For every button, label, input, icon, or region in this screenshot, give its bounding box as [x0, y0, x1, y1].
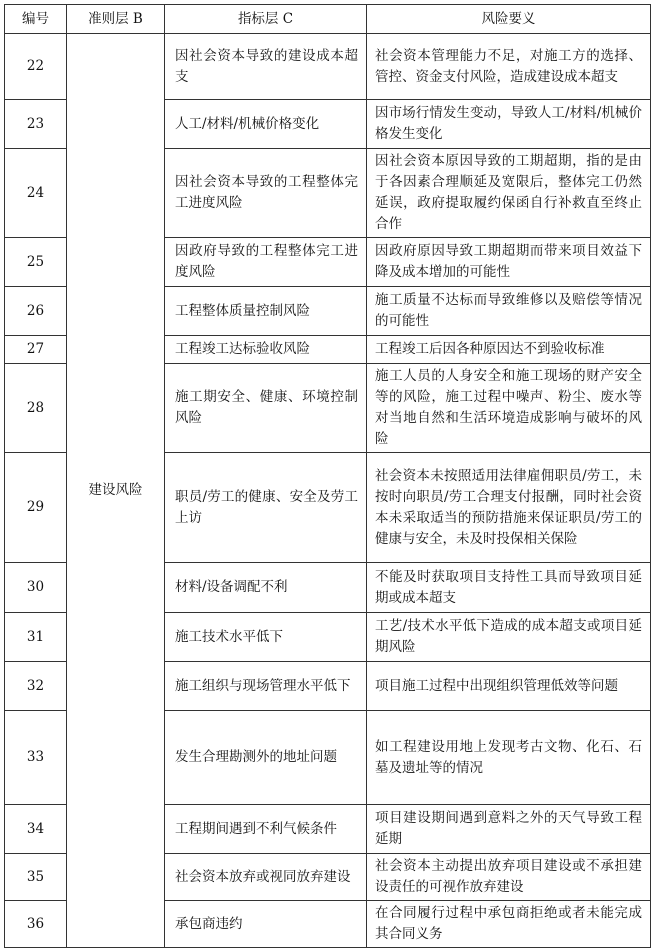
- row-id: 35: [5, 854, 67, 901]
- row-id: 25: [5, 238, 67, 287]
- row-meaning: 施工质量不达标而导致维修以及赔偿等情况的可能性: [367, 287, 651, 336]
- row-id: 26: [5, 287, 67, 336]
- row-indicator: 社会资本放弃或视同放弃建设: [165, 854, 367, 901]
- header-id: 编号: [5, 5, 67, 34]
- row-meaning: 在合同履行过程中承包商拒绝或者未能完成其合同义务: [367, 901, 651, 948]
- row-id: 29: [5, 453, 67, 563]
- row-indicator: 因政府导致的工程整体完工进度风险: [165, 238, 367, 287]
- header-criterion: 准则层 B: [67, 5, 165, 34]
- row-id: 22: [5, 34, 67, 100]
- row-indicator: 材料/设备调配不利: [165, 563, 367, 613]
- row-meaning: 社会资本管理能力不足，对施工方的选择、管控、资金支付风险，造成建设成本超支: [367, 34, 651, 100]
- row-indicator: 发生合理勘测外的地址问题: [165, 711, 367, 805]
- row-indicator: 工程竣工达标验收风险: [165, 336, 367, 364]
- row-meaning: 因社会资本原因导致的工期超期，指的是由于各因素合理顺延及宽限后，整体完工仍然延误，政府提取履约保函自行补救直至终止合作: [367, 149, 651, 238]
- row-indicator: 职员/劳工的健康、安全及劳工上访: [165, 453, 367, 563]
- row-indicator: 施工组织与现场管理水平低下: [165, 662, 367, 711]
- row-meaning: 项目施工过程中出现组织管理低效等问题: [367, 662, 651, 711]
- row-meaning: 社会资本未按照适用法律雇佣职员/劳工，未按时向职员/劳工合理支付报酬，同时社会资本未采取适当的预防措施来保证职员/劳工的健康与安全，未及时投保相关保险: [367, 453, 651, 563]
- header-row: [5, 5, 651, 34]
- row-id: 23: [5, 100, 67, 149]
- row-meaning: 项目建设期间遇到意料之外的天气导致工程延期: [367, 805, 651, 854]
- row-id: 28: [5, 364, 67, 453]
- header-meaning: 风险要义: [367, 5, 651, 34]
- row-id: 32: [5, 662, 67, 711]
- row-meaning: 社会资本主动提出放弃项目建设或不承担建设责任的可视作放弃建设: [367, 854, 651, 901]
- row-id: 27: [5, 336, 67, 364]
- header-indicator: 指标层 C: [165, 5, 367, 34]
- risk-table: [4, 4, 651, 948]
- row-indicator: 因社会资本导致的建设成本超支: [165, 34, 367, 100]
- row-id: 36: [5, 901, 67, 948]
- row-meaning: 工程竣工后因各种原因达不到验收标准: [367, 336, 651, 364]
- row-meaning: 施工人员的人身安全和施工现场的财产安全等的风险，施工过程中噪声、粉尘、废水等对当地自然和生活环境造成影响与破坏的风险: [367, 364, 651, 453]
- row-id: 31: [5, 613, 67, 662]
- table-row: [5, 34, 651, 100]
- row-indicator: 人工/材料/机械价格变化: [165, 100, 367, 149]
- row-meaning: 工艺/技术水平低下造成的成本超支或项目延期风险: [367, 613, 651, 662]
- row-meaning: 如工程建设用地上发现考古文物、化石、石墓及遗址等的情况: [367, 711, 651, 805]
- row-indicator: 因社会资本导致的工程整体完工进度风险: [165, 149, 367, 238]
- row-id: 24: [5, 149, 67, 238]
- row-indicator: 施工期安全、健康、环境控制风险: [165, 364, 367, 453]
- row-id: 34: [5, 805, 67, 854]
- criterion-cell: 建设风险: [67, 34, 165, 948]
- row-indicator: 施工技术水平低下: [165, 613, 367, 662]
- row-indicator: 承包商违约: [165, 901, 367, 948]
- row-meaning: 因市场行情发生变动，导致人工/材料/机械价格发生变化: [367, 100, 651, 149]
- row-meaning: 不能及时获取项目支持性工具而导致项目延期或成本超支: [367, 563, 651, 613]
- row-indicator: 工程整体质量控制风险: [165, 287, 367, 336]
- row-id: 30: [5, 563, 67, 613]
- row-indicator: 工程期间遇到不利气候条件: [165, 805, 367, 854]
- row-id: 33: [5, 711, 67, 805]
- row-meaning: 因政府原因导致工期超期而带来项目效益下降及成本增加的可能性: [367, 238, 651, 287]
